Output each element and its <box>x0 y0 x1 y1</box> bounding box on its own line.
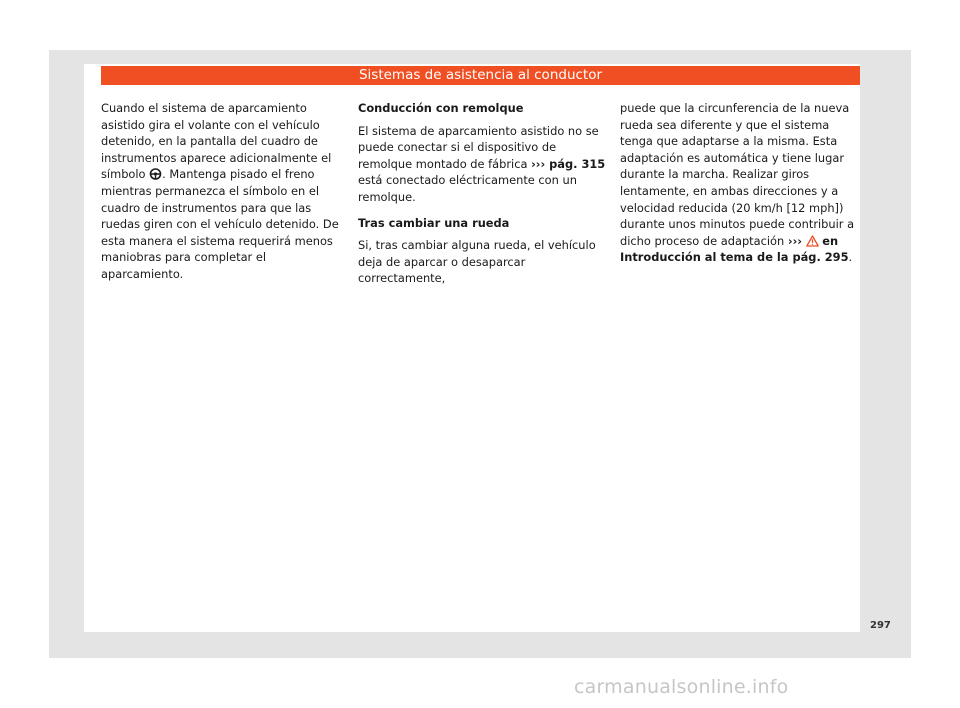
reference-arrows: ››› <box>787 233 802 248</box>
paragraph-text: está conectado eléctricamente con un remolque. <box>358 173 577 204</box>
heading-trailer: Conducción con remolque <box>358 101 524 115</box>
warning-triangle-icon <box>806 235 819 247</box>
paragraph-adaptation <box>620 100 860 266</box>
watermark: carmanualsonline.info <box>574 676 789 698</box>
section-header: Sistemas de asistencia al conductor <box>101 66 860 85</box>
paragraph-wheel-change: Si, tras cambiar alguna rueda, el vehículo deja de aparcar o desaparcar correctamente, <box>358 238 596 286</box>
column-3 <box>620 100 860 266</box>
paragraph-text: puede que la circunferencia de la nueva rueda sea diferente y que el sistema tenga que adaptarse a la misma. Esta adaptación es automática y tiene lugar durante la marcha. Realizar giros lentamente, en ambas direcciones y a velocidad reducida (20 km/h [12 mph]) durante unos minutos puede contribuir a dicho proceso de adaptación <box>620 101 855 248</box>
page-reference-link[interactable]: ››› pág. 315 <box>531 156 606 171</box>
paragraph-intro <box>101 100 349 283</box>
paragraph-trailer <box>358 123 606 206</box>
intro-reference-link[interactable]: en Introducción al tema de la pág. 295 <box>620 233 849 265</box>
page-number: 297 <box>870 620 891 631</box>
column-1 <box>101 100 349 283</box>
steering-wheel-warning-icon <box>149 168 162 180</box>
column-2 <box>358 100 606 287</box>
paragraph-end: . <box>848 250 853 265</box>
paragraph-text: . Mantenga pisado el freno mientras permanezca el símbolo en el cuadro de instrumentos para que las ruedas giren con el vehículo detenido. De esta manera el sistema requerirá menos maniobras para completar el aparcamiento. <box>101 167 339 281</box>
heading-wheel-change: Tras cambiar una rueda <box>358 215 510 230</box>
paragraph-text: Cuando el sistema de aparcamiento asistido gira el volante con el vehículo detenido, en la pantalla del cuadro de instrumentos aparece adicionalmente el símbolo <box>101 101 332 182</box>
paragraph-text: El sistema de aparcamiento asistido no se puede conectar si el dispositivo de remolque montado de fábrica <box>358 123 599 171</box>
